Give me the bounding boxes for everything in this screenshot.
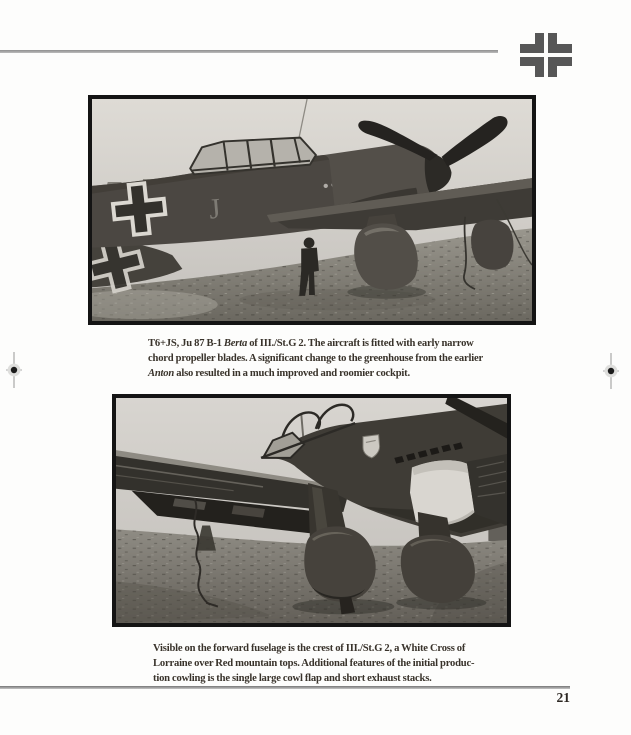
caption-photo-2: [153, 641, 474, 686]
caption-line: Visible on the forward fuselage is the crest of III./St.G 2, a White Cross of: [153, 643, 466, 654]
caption-line: Anton also resulted in a much improved and roomier cockpit.: [148, 368, 410, 379]
registration-mark-left: [5, 352, 23, 388]
registration-mark-right: [602, 353, 620, 389]
photo-frame-2: [112, 394, 511, 627]
photo-ju87-side-view: [92, 99, 532, 321]
top-rule: [0, 50, 498, 53]
svg-text:J: J: [207, 193, 222, 226]
photo-frame-1: [88, 95, 536, 325]
photo-ju87-forward-fuselage: [116, 398, 507, 623]
corner-cross-icon: [520, 33, 572, 77]
page-number: 21: [556, 690, 570, 705]
bottom-rule: [0, 686, 570, 689]
caption-photo-1: [148, 336, 483, 381]
caption-line: Lorraine over Red mountain tops. Additional features of the initial produc-: [153, 658, 475, 669]
caption-line: tion cowling is the single large cowl flap and short exhaust stacks.: [153, 673, 432, 684]
caption-line: chord propeller blades. A significant change to the greenhouse from the earlier: [148, 353, 483, 364]
caption-line: T6+JS, Ju 87 B-1 Berta of III./St.G 2. The aircraft is fitted with early narrow: [148, 338, 474, 349]
